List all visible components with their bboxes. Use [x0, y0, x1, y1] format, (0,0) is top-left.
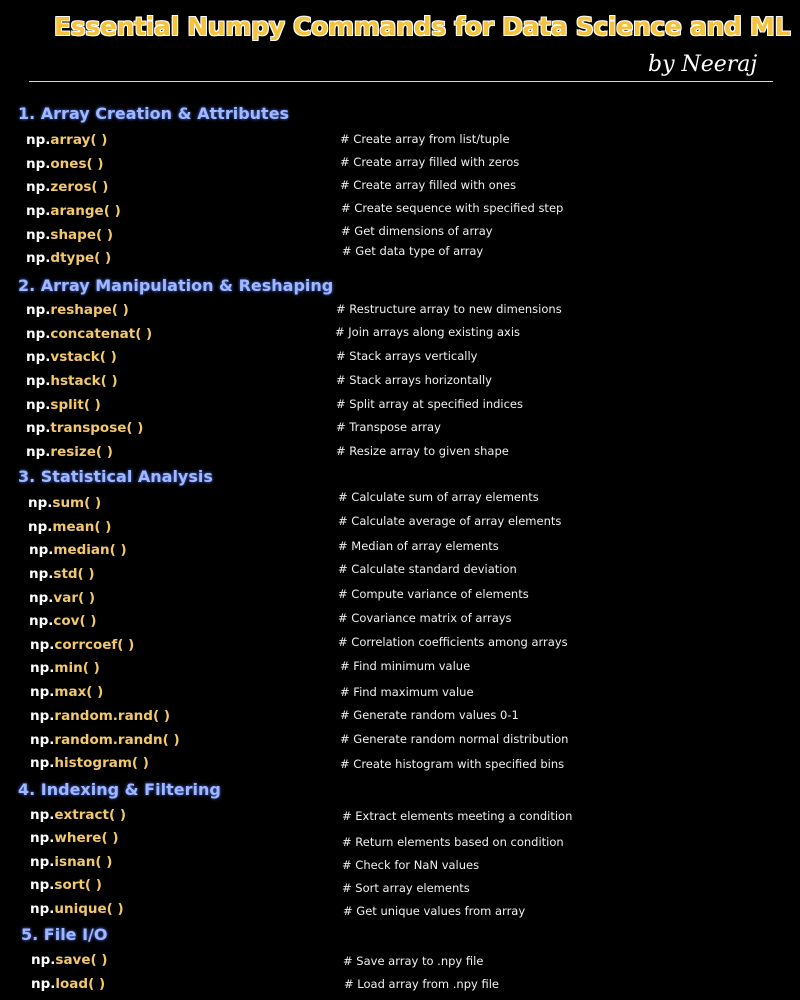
command-function: split( ) — [50, 397, 101, 413]
command-name — [29, 565, 95, 583]
command-name — [26, 372, 118, 390]
command-prefix: np. — [26, 326, 51, 342]
command-prefix: np. — [30, 854, 55, 870]
command-comment: # Restructure array to new dimensions — [336, 302, 562, 316]
command-prefix: np. — [26, 397, 51, 413]
command-name — [30, 731, 180, 749]
command-prefix: np. — [30, 755, 55, 771]
command-function: random.randn( ) — [54, 732, 180, 748]
command-function: ones( ) — [50, 156, 104, 172]
command-name — [26, 131, 107, 149]
page-title: Essential Numpy Commands for Data Science and ML — [54, 12, 791, 41]
command-function: var( ) — [53, 590, 96, 606]
command-name — [28, 494, 101, 512]
command-comment: # Stack arrays horizontally — [336, 373, 492, 387]
command-prefix: np. — [26, 250, 51, 266]
command-name — [26, 396, 101, 414]
command-prefix: np. — [30, 877, 55, 893]
command-function: isnan( ) — [54, 854, 113, 870]
command-prefix: np. — [30, 660, 55, 676]
command-function: save( ) — [55, 952, 108, 968]
command-prefix: np. — [28, 495, 53, 511]
command-name — [26, 301, 129, 319]
command-prefix: np. — [31, 952, 56, 968]
command-prefix: np. — [26, 132, 51, 148]
command-function: unique( ) — [54, 901, 124, 917]
command-prefix: np. — [30, 901, 55, 917]
command-comment: # Generate random values 0-1 — [340, 708, 519, 722]
command-comment: # Covariance matrix of arrays — [338, 611, 512, 625]
command-function: concatenat( ) — [50, 326, 153, 342]
command-prefix: np. — [26, 227, 51, 243]
command-comment: # Sort array elements — [342, 881, 470, 895]
command-name — [30, 853, 112, 871]
command-name — [30, 876, 102, 894]
command-comment: # Join arrays along existing axis — [335, 325, 521, 339]
command-comment: # Median of array elements — [338, 539, 499, 553]
command-name — [26, 419, 143, 437]
command-function: random.rand( ) — [54, 708, 170, 724]
command-function: mean( ) — [52, 519, 112, 535]
command-name — [30, 829, 119, 847]
command-function: transpose( ) — [50, 420, 144, 436]
command-comment: # Stack arrays vertically — [336, 349, 478, 363]
title-divider — [29, 81, 773, 82]
command-name — [30, 806, 126, 824]
command-comment: # Calculate average of array elements — [338, 514, 562, 528]
command-function: load( ) — [55, 976, 106, 992]
command-prefix: np. — [30, 830, 55, 846]
command-prefix: np. — [29, 590, 54, 606]
command-prefix: np. — [26, 203, 51, 219]
command-function: histogram( ) — [54, 755, 149, 771]
command-function: sort( ) — [54, 877, 102, 893]
command-prefix: np. — [26, 302, 51, 318]
command-function: sum( ) — [52, 495, 102, 511]
author-byline: by Neeraj — [648, 52, 758, 77]
command-function: corrcoef( ) — [54, 637, 135, 653]
command-function: std( ) — [53, 566, 95, 582]
command-name — [30, 659, 100, 677]
command-name — [26, 178, 108, 196]
command-name — [26, 155, 104, 173]
command-comment: # Transpose array — [336, 420, 441, 434]
section-heading: 2. Array Manipulation & Reshaping — [18, 276, 334, 295]
command-comment: # Create histogram with specified bins — [340, 757, 565, 771]
section-heading: 3. Statistical Analysis — [18, 467, 213, 486]
command-name — [29, 589, 95, 607]
command-comment: # Find minimum value — [340, 659, 471, 673]
command-name — [30, 683, 103, 701]
command-prefix: np. — [26, 156, 51, 172]
command-prefix: np. — [26, 349, 51, 365]
command-name — [30, 707, 170, 725]
command-function: vstack( ) — [50, 349, 117, 365]
command-comment: # Return elements based on condition — [342, 835, 564, 849]
command-comment: # Save array to .npy file — [343, 954, 484, 968]
command-function: max( ) — [54, 684, 104, 700]
command-name — [30, 754, 149, 772]
command-name — [31, 975, 105, 993]
command-prefix: np. — [26, 444, 51, 460]
command-prefix: np. — [30, 637, 55, 653]
command-function: shape( ) — [50, 227, 114, 243]
command-name — [30, 900, 124, 918]
command-prefix: np. — [29, 613, 54, 629]
command-comment: # Create array from list/tuple — [340, 132, 510, 146]
command-comment: # Correlation coefficients among arrays — [338, 635, 568, 649]
command-prefix: np. — [28, 519, 53, 535]
command-comment: # Get dimensions of array — [341, 224, 493, 238]
command-function: extract( ) — [54, 807, 126, 823]
command-name — [30, 636, 134, 654]
command-name — [28, 518, 111, 536]
command-name — [26, 443, 113, 461]
command-name — [26, 226, 113, 244]
command-function: where( ) — [54, 830, 119, 846]
command-name — [29, 612, 97, 630]
command-prefix: np. — [29, 566, 54, 582]
command-function: resize( ) — [50, 444, 113, 460]
command-function: reshape( ) — [50, 302, 129, 318]
section-heading: 5. File I/O — [21, 925, 108, 944]
command-comment: # Get data type of array — [342, 244, 484, 258]
command-name — [26, 249, 111, 267]
command-comment: # Generate random normal distribution — [340, 732, 569, 746]
section-heading: 1. Array Creation & Attributes — [18, 104, 290, 123]
command-function: median( ) — [53, 542, 127, 558]
command-comment: # Check for NaN values — [342, 858, 480, 872]
command-prefix: np. — [30, 684, 55, 700]
command-prefix: np. — [26, 179, 51, 195]
command-comment: # Find maximum value — [340, 685, 474, 699]
command-name — [26, 202, 121, 220]
command-comment: # Create sequence with specified step — [341, 201, 564, 215]
command-comment: # Load array from .npy file — [344, 977, 499, 991]
command-function: zeros( ) — [50, 179, 109, 195]
command-name — [29, 541, 127, 559]
command-prefix: np. — [31, 976, 56, 992]
command-prefix: np. — [30, 732, 55, 748]
command-comment: # Extract elements meeting a condition — [342, 809, 573, 823]
command-prefix: np. — [29, 542, 54, 558]
command-comment: # Compute variance of elements — [338, 587, 529, 601]
command-prefix: np. — [26, 420, 51, 436]
command-function: min( ) — [54, 660, 100, 676]
command-comment: # Resize array to given shape — [336, 444, 509, 458]
command-name — [31, 951, 108, 969]
command-comment: # Calculate sum of array elements — [338, 490, 539, 504]
section-heading: 4. Indexing & Filtering — [18, 780, 221, 799]
command-comment: # Create array filled with ones — [340, 178, 517, 192]
command-name — [26, 325, 152, 343]
command-prefix: np. — [26, 373, 51, 389]
command-name — [26, 348, 117, 366]
command-comment: # Calculate standard deviation — [338, 562, 517, 576]
command-prefix: np. — [30, 708, 55, 724]
command-function: arange( ) — [50, 203, 121, 219]
command-function: dtype( ) — [50, 250, 112, 266]
command-function: hstack( ) — [50, 373, 118, 389]
command-function: array( ) — [50, 132, 108, 148]
command-prefix: np. — [30, 807, 55, 823]
command-function: cov( ) — [53, 613, 97, 629]
command-comment: # Split array at specified indices — [336, 397, 523, 411]
command-comment: # Create array filled with zeros — [340, 155, 520, 169]
command-comment: # Get unique values from array — [343, 904, 526, 918]
